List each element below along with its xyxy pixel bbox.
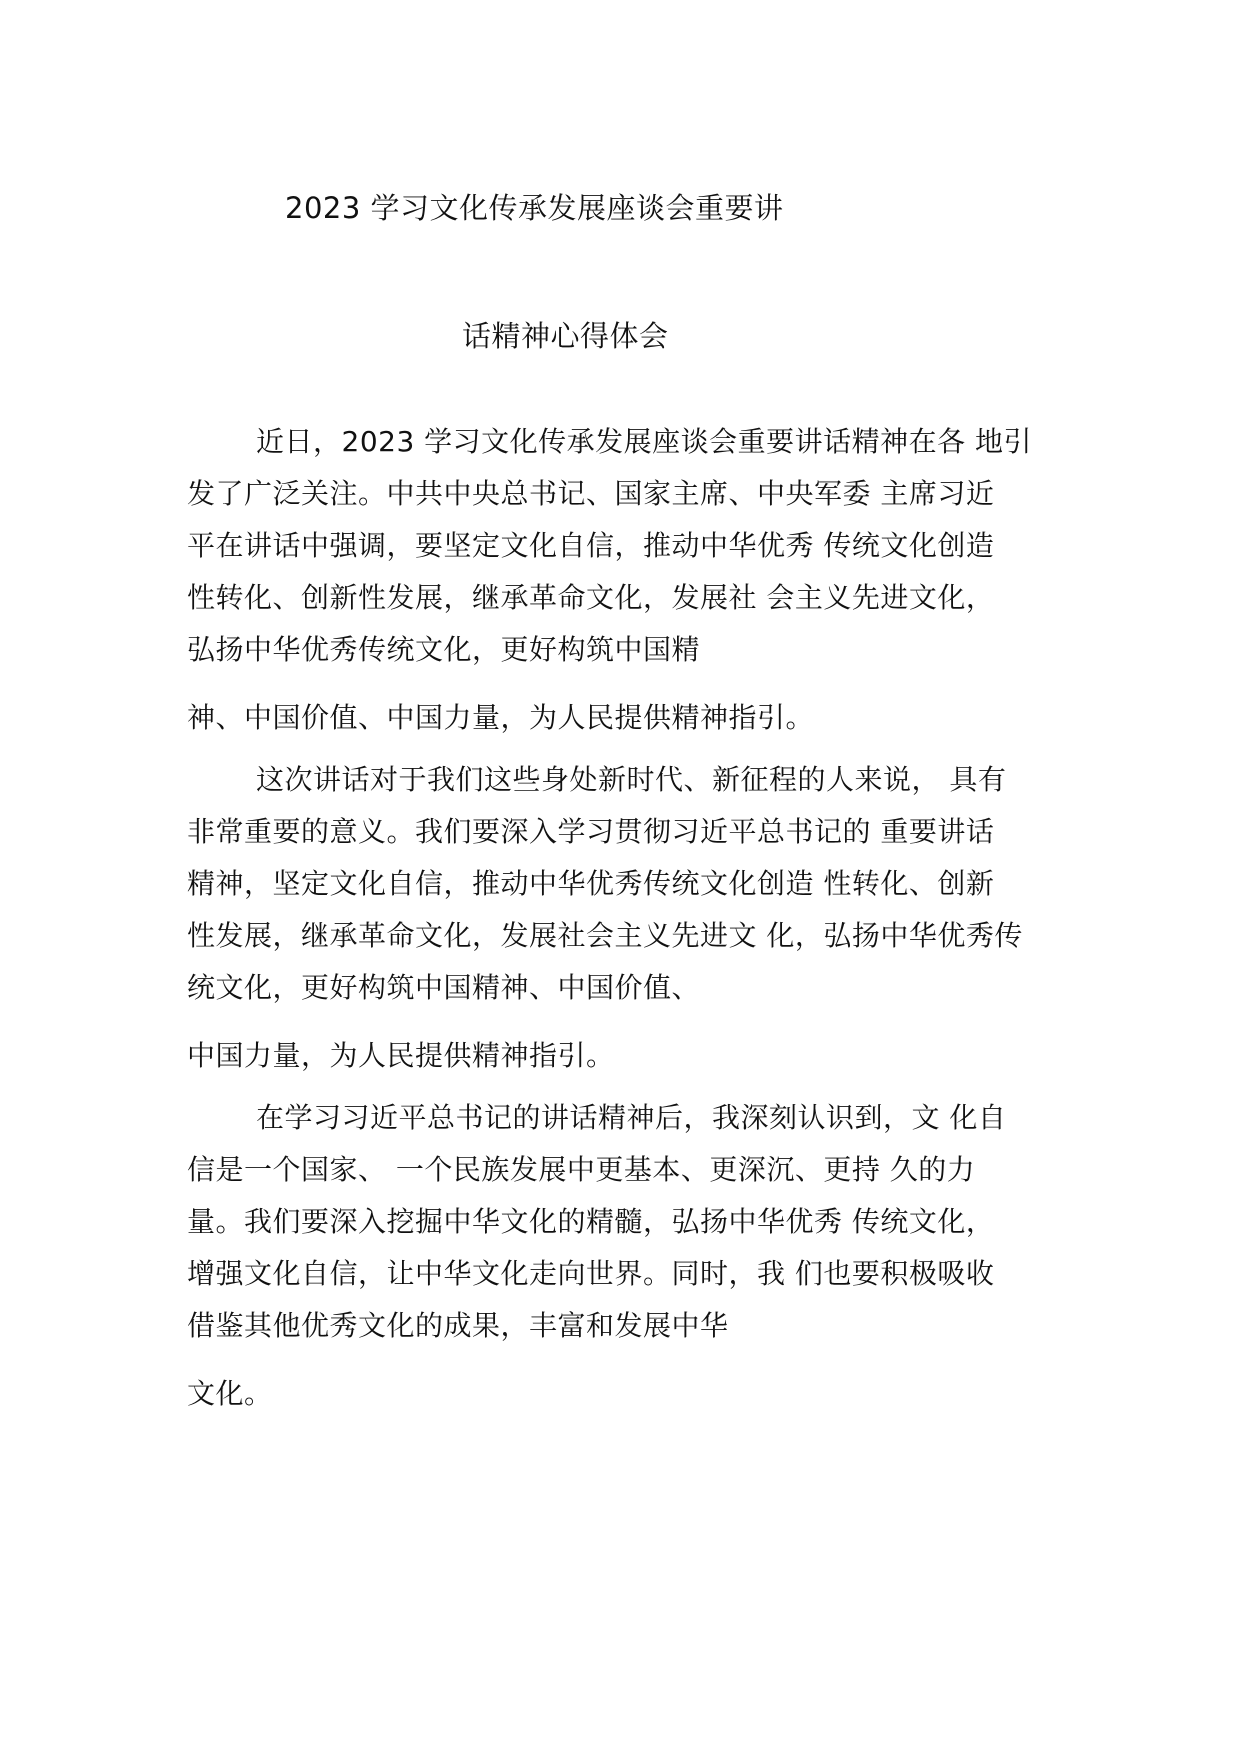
paragraph-1-tail: 神、中国价值、中国力量，为人民提供精神指引。 [187, 701, 815, 734]
paragraph-2-line: 非常重要的意义。我们要深入学习贯彻习近平总书记的 重要讲话 [187, 815, 995, 848]
paragraph-2-line: 性发展，继承革命文化，发展社会主义先进文 化，弘扬中华优秀传 [187, 919, 1023, 952]
paragraph-3-line: 在学习习近平总书记的讲话精神后，我深刻认识到，文 化自 [256, 1101, 1007, 1134]
paragraph-3-line: 量。我们要深入挖掘中华文化的精髓，弘扬中华优秀 传统文化， [187, 1205, 995, 1238]
paragraph-3-line: 借鉴其他优秀文化的成果，丰富和发展中华 [187, 1309, 729, 1342]
paragraph-1-line: 弘扬中华优秀传统文化，更好构筑中国精 [187, 633, 701, 666]
paragraph-2-line: 统文化，更好构筑中国精神、中国价值、 [187, 971, 701, 1004]
paragraph-1-line: 发了广泛关注。中共中央总书记、国家主席、中央军委 主席习近 [187, 477, 995, 510]
paragraph-1-line: 平在讲话中强调，要坚定文化自信，推动中华优秀 传统文化创造 [187, 529, 995, 562]
document-title-line-2: 话精神心得体会 [462, 319, 669, 353]
document-title-line-1: 2023 学习文化传承发展座谈会重要讲 [285, 191, 784, 225]
paragraph-2-line: 精神，坚定文化自信，推动中华优秀传统文化创造 性转化、创新 [187, 867, 995, 900]
paragraph-2-line: 这次讲话对于我们这些身处新时代、新征程的人来说， 具有 [256, 763, 1007, 796]
paragraph-3-line: 增强文化自信，让中华文化走向世界。同时，我 们也要积极吸收 [187, 1257, 995, 1290]
paragraph-1-line: 近日，2023 学习文化传承发展座谈会重要讲话精神在各 地引 [256, 425, 1033, 458]
paragraph-1-line: 性转化、创新性发展，继承革命文化，发展社 会主义先进文化， [187, 581, 995, 614]
paragraph-3-tail: 文化。 [187, 1377, 273, 1410]
paragraph-3-line: 信是一个国家、 一个民族发展中更基本、更深沉、更持 久的力 [187, 1153, 976, 1186]
paragraph-2-tail: 中国力量，为人民提供精神指引。 [187, 1039, 615, 1072]
